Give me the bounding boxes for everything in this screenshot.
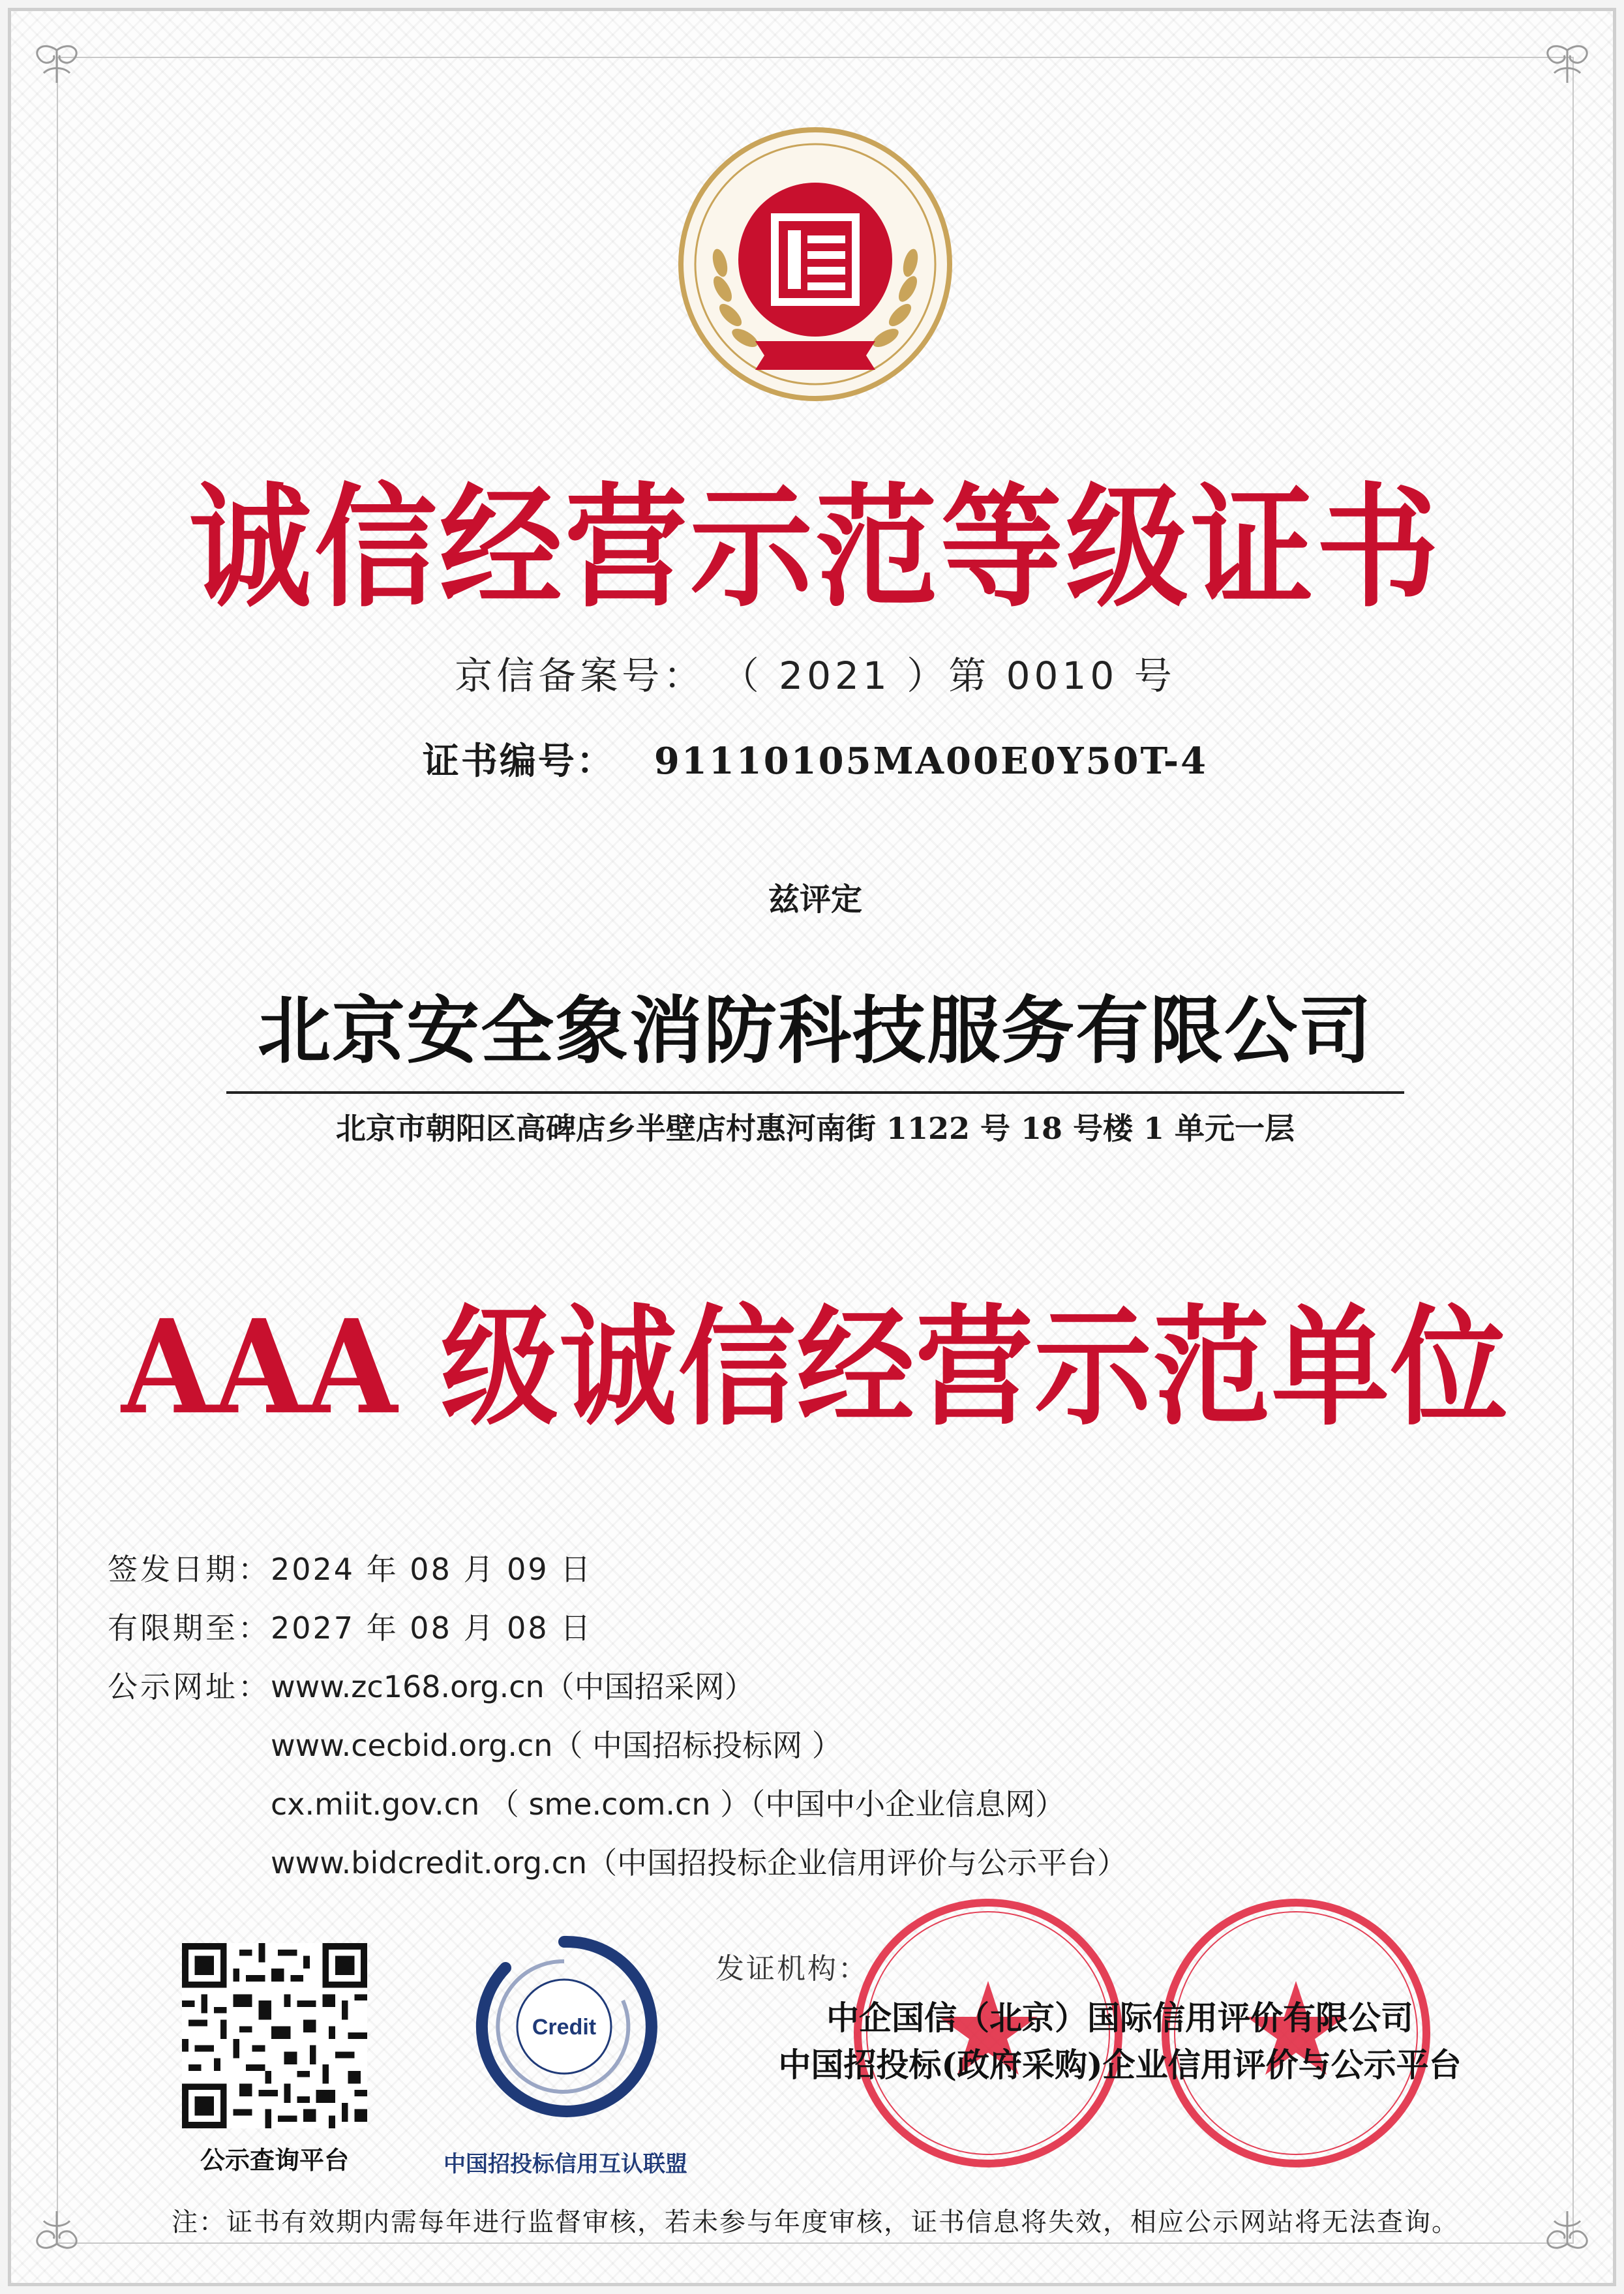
issuer-label: 发证机构： — [715, 1952, 869, 1985]
issue-date-label: 签发日期： — [108, 1552, 271, 1587]
expiry-date-label: 有限期至： — [108, 1610, 271, 1646]
corner-ornament-icon — [18, 37, 96, 96]
credit-alliance-logo — [466, 1929, 662, 2124]
alliance-label: 中国招投标信用互认联盟 — [444, 2151, 687, 2177]
credit-logo-text: Credit — [532, 2015, 597, 2040]
issue-date-value: 2024 年 08 月 09 日 — [271, 1552, 593, 1587]
corner-ornament-icon — [1528, 37, 1606, 96]
credit-grade: AAA 级诚信经营示范单位 — [121, 1291, 1509, 1443]
public-site-link[interactable]: www.zc168.org.cn（中国招采网） — [271, 1669, 755, 1704]
public-site-link[interactable]: cx.miit.gov.cn （ sme.com.cn ）（中国中小企业信息网） — [271, 1787, 1066, 1822]
qr-label: 公示查询平台 — [200, 2145, 349, 2175]
issue-date-row — [108, 1552, 593, 1587]
expiry-date-row — [108, 1610, 593, 1646]
expiry-date-value: 2027 年 08 月 08 日 — [271, 1610, 593, 1646]
certificate-number-value: 91110105MA00E0Y50T-4 — [654, 740, 1209, 783]
company-address: 北京市朝阳区高碑店乡半壁店村惠河南街 1122 号 18 号楼 1 单元一层 — [335, 1111, 1295, 1146]
qr-code-icon[interactable] — [182, 1943, 367, 2128]
certificate-number-label: 证书编号： — [422, 740, 615, 783]
filing-number: 京信备案号： （ 2021 ）第 0010 号 — [455, 654, 1176, 698]
credit-emblem-logo — [677, 126, 954, 402]
footnote: 注：证书有效期内需每年进行监督审核，若未参与年度审核，证书信息将失效，相应公示网站将无法查询。 — [172, 2207, 1459, 2237]
company-name: 北京安全象消防科技服务有限公司 — [258, 988, 1373, 1074]
issuer-name-1: 中企国信（北京）国际信用评价有限公司 — [826, 1999, 1413, 2037]
public-site-link[interactable]: www.cecbid.org.cn（ 中国招标投标网 ） — [271, 1728, 842, 1763]
public-site-link[interactable]: www.bidcredit.org.cn（中国招投标企业信用评价与公示平台） — [271, 1845, 1128, 1880]
certificate-title: 诚信经营示范等级证书 — [189, 471, 1441, 626]
public-sites-label: 公示网址： — [108, 1669, 271, 1704]
company-underline — [226, 1091, 1404, 1094]
issuer-name-2: 中国招投标(政府采购)企业信用评价与公示平台 — [778, 2045, 1462, 2084]
hereby-text: 兹评定 — [768, 881, 862, 918]
certificate-sheet — [8, 8, 1616, 2286]
certificate-number-row — [11, 740, 1616, 783]
public-sites-label-row — [108, 1669, 271, 1704]
